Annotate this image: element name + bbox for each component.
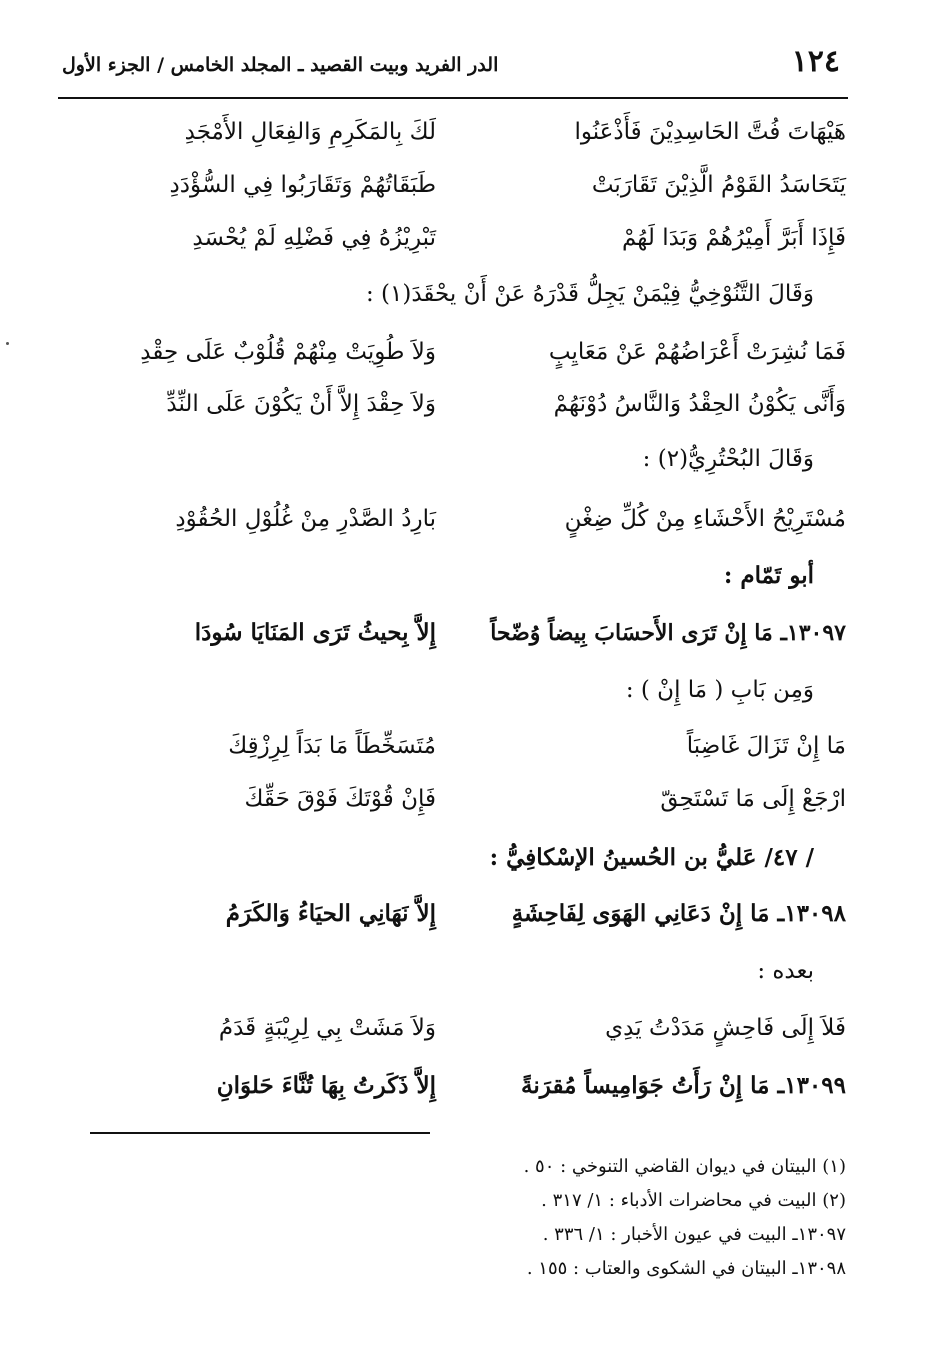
footnote: (١) البيتان في ديوان القاضي التنوخي : ٥٠ . [523,1156,846,1177]
hemistich-second: لَكَ بِالمَكَرِمِ وَالفِعَالِ الأَمْجَدِ [184,119,436,145]
hemistich-first: ١٣٠٩٧ـ مَا إِنْ تَرَى الأَحسَابَ بِيضاً وُضّحاً [490,620,846,646]
prose-text: وَقَالَ التَّنُوْخِيُّ فِيْمَنْ يَجِلُّ قَدْرَهُ عَنْ أَنْ يحْقَدَ(١) : [365,281,814,307]
hemistich-first: ١٣٠٩٨ـ مَا إِنْ دَعَانِي الهَوَى لِفَاحِشَةٍ [511,900,846,927]
hemistich-second: وَلاَ مَشَتْ بِي لِرِيْبَةٍ قَدَمُ [218,1015,436,1041]
hemistich-first: فَلاَ إِلَى فَاحِشٍ مَدَدْتُ يَدِي [605,1015,846,1041]
running-title: الدر الفريد وبيت القصيد ـ المجلد الخامس / الجزء الأول [62,54,499,76]
prose-line [0,272,942,316]
hemistich-first: وَأَنَّى يَكُوْنُ الحِقْدُ وَالنَّاسُ دُوْنَهُمْ [553,391,846,417]
hemistich-first: ١٣٠٩٩ـ مَا إِنْ رَأَتُ جَوَامِيساً مُقرَنةً [521,1072,846,1099]
hemistich-second: إِلاَّ بِحيثُ تَرَى المَنَايَا سُودَا [194,619,436,646]
hemistich-first: يَتَحَاسَدُ القَوْمُ الَّذِيْنَ تَقَارَبَتْ [591,172,846,198]
verse-line [0,497,942,541]
prose-line [0,668,942,712]
hemistich-first: هَيْهَاتَ فُتَّ الحَاسِدِيْنَ فَأَذْعَنُوا [574,119,846,145]
footnote-rule [90,1132,430,1134]
hemistich-second: إِلاَّ نَهَانِي الحيَاءُ وَالكَرَمُ [225,900,436,927]
verse-line [0,1006,942,1050]
poet-heading [0,836,942,880]
hemistich-second: مُتَسَخِّطَاً مَا بَدَاً لِرِزْقِكَ [228,733,436,759]
footnote: ١٣٠٩٨ـ البيتان في الشكوى والعتاب : ١٥٥ . [526,1258,846,1279]
hemistich-first: فَمَا نُشِرَتْ أَعْرَاضُهُمْ عَنْ مَعَايِبٍ [548,339,846,365]
hemistich-second: إِلاَّ ذَكَرتُ بِهَا تُنَّاءَ حَلوَانِ [216,1072,436,1099]
hemistich-second: وَلاَ طُوِيَتْ مِنْهُمْ قُلُوْبٌ عَلَى حِقْدِ [140,339,436,365]
page-number: ١٢٤ [791,44,840,79]
hemistich-first: مَا إِنْ تَزَالَ غَاضِبَاً [686,733,846,759]
prose-line [0,437,942,481]
prose-text: وَقَالَ البُحْتُرِيُّ(٢) : [642,446,814,472]
poet-name: / ٤٧/ عَليُّ بن الحُسينُ الإسْكافِيُّ : [489,844,814,871]
prose-line [0,949,942,993]
verse-line [0,724,942,768]
hemistich-first: فَإِذَا أَبَرَّ أَمِيْرُهُمْ وَبَدَا لَهُمْ [621,225,846,251]
poet-name: أبو تَمّام : [723,562,814,589]
hemistich-second: طَبَقَاتُهُمْ وَتَقَارَبُوا فِي السُّؤْدَدِ [169,172,436,198]
verse-line [0,611,942,655]
verse-line [0,163,942,207]
verse-line [0,382,942,426]
hemistich-second: وَلاَ حِقْدَ إِلاَّ أَنْ يَكُوْنَ عَلَى النِّدِّ [166,391,436,417]
hemistich-second: بَارِدُ الصَّدْرِ مِنْ غُلُوْلِ الحُقُوْدِ [175,506,436,532]
verse-line [0,110,942,154]
verse-line [0,1064,942,1108]
verse-line [0,330,942,374]
poet-heading [0,554,942,598]
footnote: (٢) البيت في محاضرات الأدباء : ١/ ٣١٧ . [541,1190,846,1211]
verse-line [0,892,942,936]
header-rule [58,97,848,99]
hemistich-first: ارْجَعْ إِلَى مَا تَسْتَحِقّ [660,786,846,812]
prose-text: وَمِن بَابِ ( مَا إِنْ ) : [625,677,814,703]
hemistich-second: فَإِنْ قُوْتَكَ فَوْقَ حَقِّكَ [244,786,436,812]
footnote: ١٣٠٩٧ـ البيت في عيون الأخبار : ١/ ٣٣٦ . [542,1224,846,1245]
prose-text: بعده : [757,958,814,984]
page-header [58,44,848,88]
hemistich-second: تَبْرِيْزُهُ فِي فَضْلِهِ لَمْ يُحْسَدِ [192,225,436,251]
verse-line [0,216,942,260]
hemistich-first: مُسْتَرِيْحُ الأَحْشَاءِ مِنْ كُلِّ ضِغْنٍ [564,506,846,532]
verse-line [0,777,942,821]
